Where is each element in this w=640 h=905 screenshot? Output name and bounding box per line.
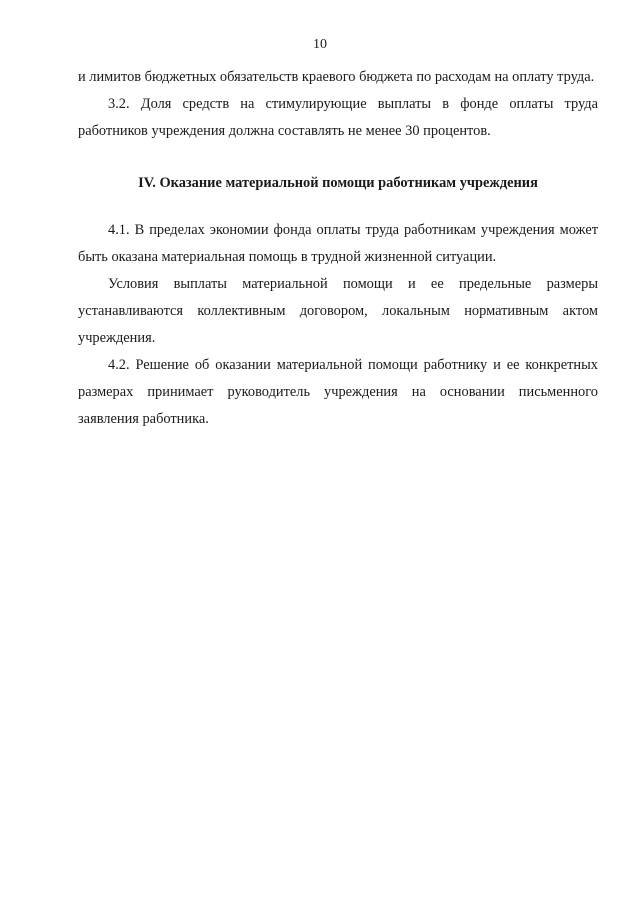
document-body (78, 64, 598, 433)
section-title: IV. Оказание материальной помощи работникам учреждения (138, 175, 538, 191)
paragraph-continuation: и лимитов бюджетных обязательств краевого бюджета по расходам на оплату труда. (78, 69, 595, 85)
page-number: 10 (313, 37, 327, 52)
paragraph-4-1: 4.1. В пределах экономии фонда оплаты труда работникам учреждения может быть оказана материальная помощь в трудной жизненной ситуации. (78, 222, 598, 265)
paragraph-3-2: 3.2. Доля средств на стимулирующие выплаты в фонде оплаты труда работников учреждения должна составлять не менее 30 процентов. (78, 96, 598, 139)
paragraph-conditions: Условия выплаты материальной помощи и ее предельные размеры устанавливаются коллективным договором, локальным нормативным актом учреждения. (78, 276, 598, 346)
paragraph-4-2: 4.2. Решение об оказании материальной помощи работнику и ее конкретных размерах принимает руководитель учреждения на основании письменного заявления работника. (78, 357, 598, 427)
